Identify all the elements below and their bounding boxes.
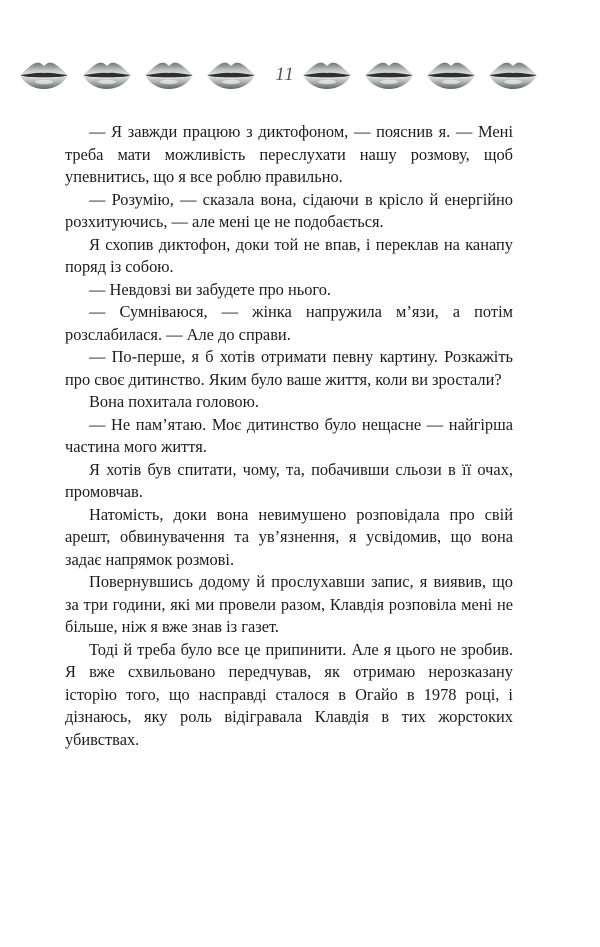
paragraph: Я хотів був спитати, чому, та, побачивши сльози в її очах, промовчав. (65, 459, 513, 501)
paragraph: — Невдовзі ви забудете про нього. (89, 279, 332, 299)
paragraph: Я схопив диктофон, доки той не впав, і переклав на канапу поряд із собою. (65, 234, 513, 276)
paragraph: — Не пам’ятаю. Моє дитинство було нещасне — найгірша частина мого життя. (65, 414, 513, 456)
paragraph: Натомість, доки вона невимушено розповідала про свій арешт, обвинувачення та ув’язнення, я усвідомив, що вона задає напрямок розмові. (65, 504, 513, 569)
lips-icon (302, 58, 352, 94)
page-number: 11 (275, 64, 295, 85)
lips-icon (364, 58, 414, 94)
paragraph: — Я завжди працюю з диктофоном, — пояснив я. — Мені треба мати можливість переслухати нашу розмову, щоб упевнитись, що я все роблю правильно. (65, 122, 513, 186)
page-header (0, 58, 600, 98)
lips-icon (426, 58, 476, 94)
lips-icon (144, 58, 194, 94)
paragraph: Вона похитала головою. (89, 392, 259, 411)
lips-icon (488, 58, 538, 94)
paragraph: Повернувшись додому й прослухавши запис, я виявив, що за три години, які ми провели разом, Клавдія розповіла мені не більше, ніж я вже знав із газет. (65, 572, 513, 636)
paragraph: — Сумніваюся, — жінка напружила м’язи, а потім розслабилася. — Але до справи. (65, 302, 513, 344)
body-text (65, 121, 513, 751)
lips-icon (206, 58, 256, 94)
lips-icon (19, 58, 69, 94)
paragraph: — Розумію, — сказала вона, сідаючи в крісло й енергійно розхитуючись, — але мені це не подобається. (65, 189, 513, 231)
lips-icon (82, 58, 132, 94)
paragraph: — По-перше, я б хотів отримати певну картину. Розкажіть про своє дитинство. Яким було ваше життя, коли ви зростали? (65, 347, 513, 389)
paragraph: Тоді й треба було все це припинити. Але я цього не зробив. Я вже схвильовано передчував, як отримаю нерозказану історію того, що насправді сталося в Огайо в 1978 році, і дізнаюсь, яку роль відігравала Клавдія в тих жорстоких убивствах. (65, 639, 513, 749)
